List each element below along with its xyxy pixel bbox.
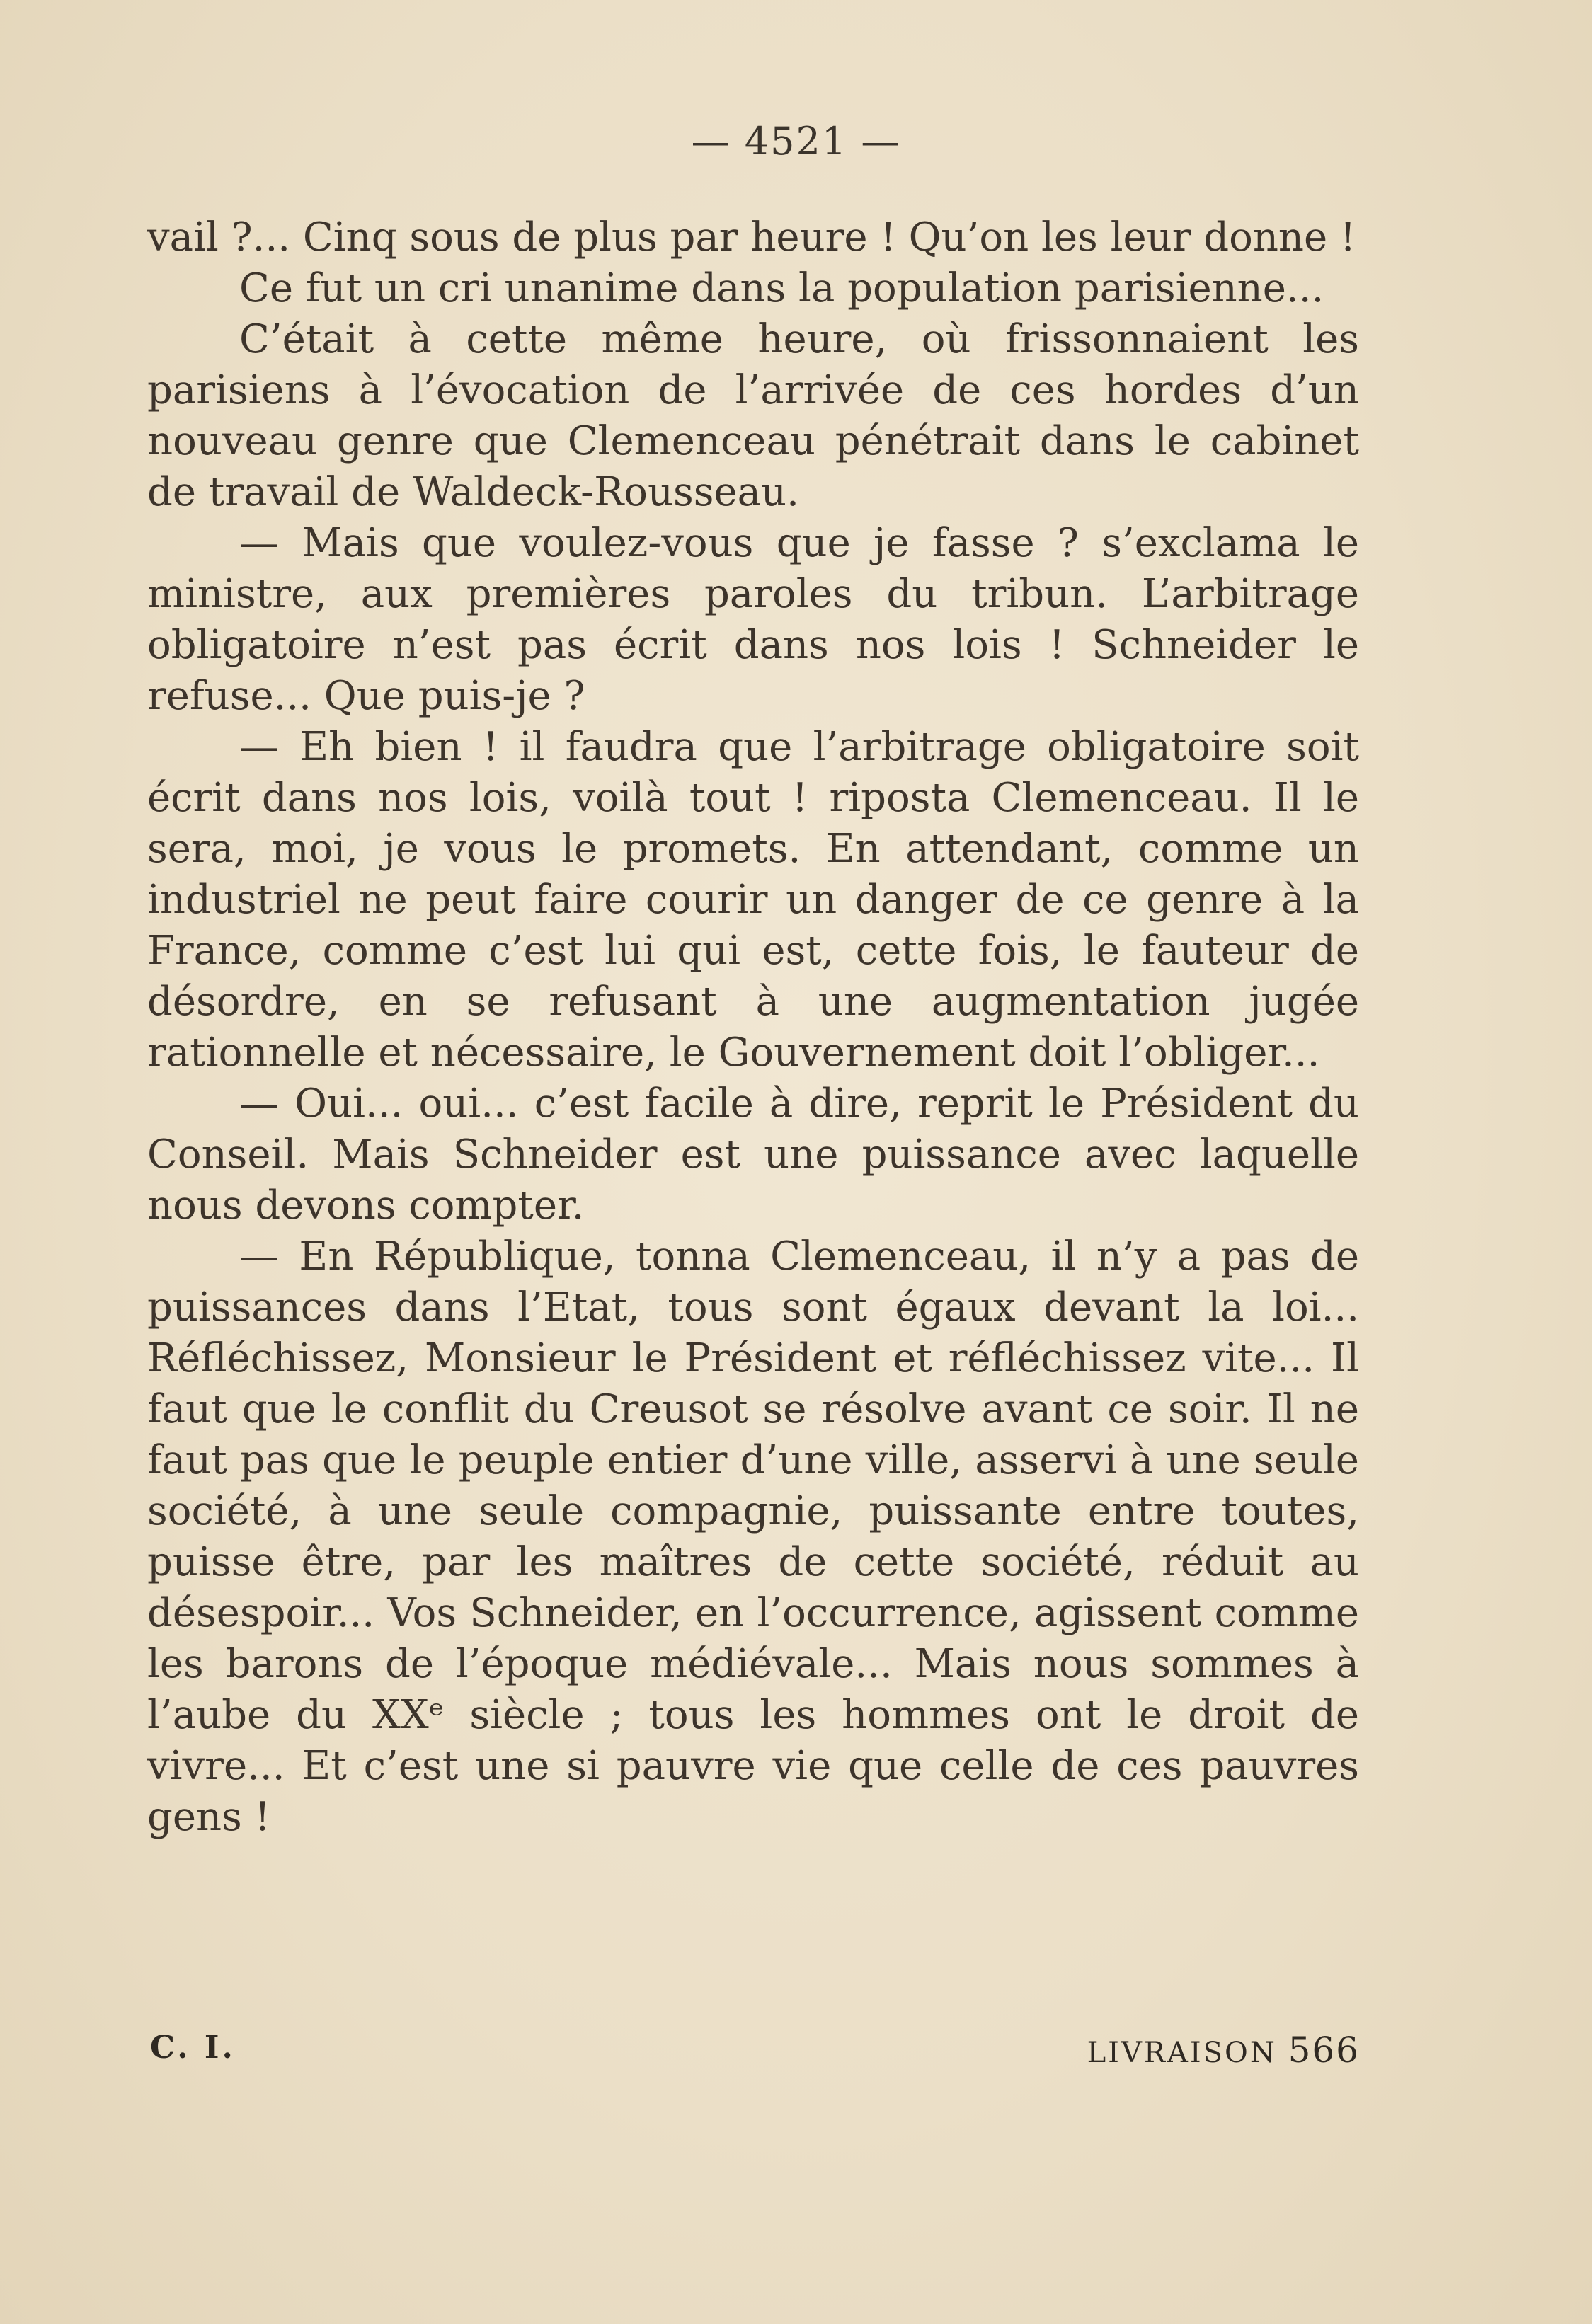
signature-mark: C. I.	[150, 2030, 236, 2066]
page-number: — 4521 —	[691, 119, 901, 163]
livraison-label: LIVRAISON	[1087, 2037, 1277, 2069]
paragraph-7: — En République, tonna Clemenceau, il n’y a pas de puissances dans l’Etat, tous sont égaux devant la loi... Réfléchissez, Monsieur le Président et réfléchissez vite... Il faut que le conflit du Creusot se résolve avant ce soir. Il ne faut pas que le peuple entier d’une ville, asservi à une seule société, à une seule compagnie, puissante entre toutes, puisse être, par les maîtres de cette société, réduit au désespoir... Vos Schneider, en l’occurrence, agissent comme les barons de l’époque médiévale... Mais nous sommes à l’aube du XXᵉ siècle ; tous les hommes ont le droit de vivre... Et c’est une si pauvre vie que celle de ces pauvres gens !	[147, 1233, 1359, 1840]
livraison-number: 566	[1288, 2030, 1360, 2071]
paragraph-2: Ce fut un cri unanime dans la population parisienne...	[239, 265, 1324, 311]
paragraph-4: — Mais que voulez-vous que je fasse ? s’exclama le ministre, aux premières paroles du tribun. L’arbitrage obligatoire n’est pas écrit dans nos lois ! Schneider le refuse... Que puis-je ?	[147, 520, 1359, 719]
paragraph-3: C’était à cette même heure, où frissonnaient les parisiens à l’évocation de l’arrivée de ces hordes d’un nouveau genre que Clemenceau pénétrait dans le cabinet de travail de Waldeck-Rousseau.	[147, 316, 1359, 515]
body-text	[147, 212, 1359, 1843]
paragraph-6: — Oui... oui... c’est facile à dire, reprit le Président du Conseil. Mais Schneider est une puissance avec laquelle nous devons compter.	[147, 1081, 1359, 1229]
livraison-mark	[1087, 2030, 1360, 2071]
paragraph-1: vail ?... Cinq sous de plus par heure ! Qu’on les leur donne !	[147, 214, 1356, 260]
paragraph-5: — Eh bien ! il faudra que l’arbitrage obligatoire soit écrit dans nos lois, voilà tout ! riposta Clemenceau. Il le sera, moi, je vous le promets. En attendant, comme un industriel ne peut faire courir un danger de ce genre à la France, comme c’est lui qui est, cette fois, le fauteur de désordre, en se refusant à une augmentation jugée rationnelle et nécessaire, le Gouvernement doit l’obliger...	[147, 724, 1359, 1076]
